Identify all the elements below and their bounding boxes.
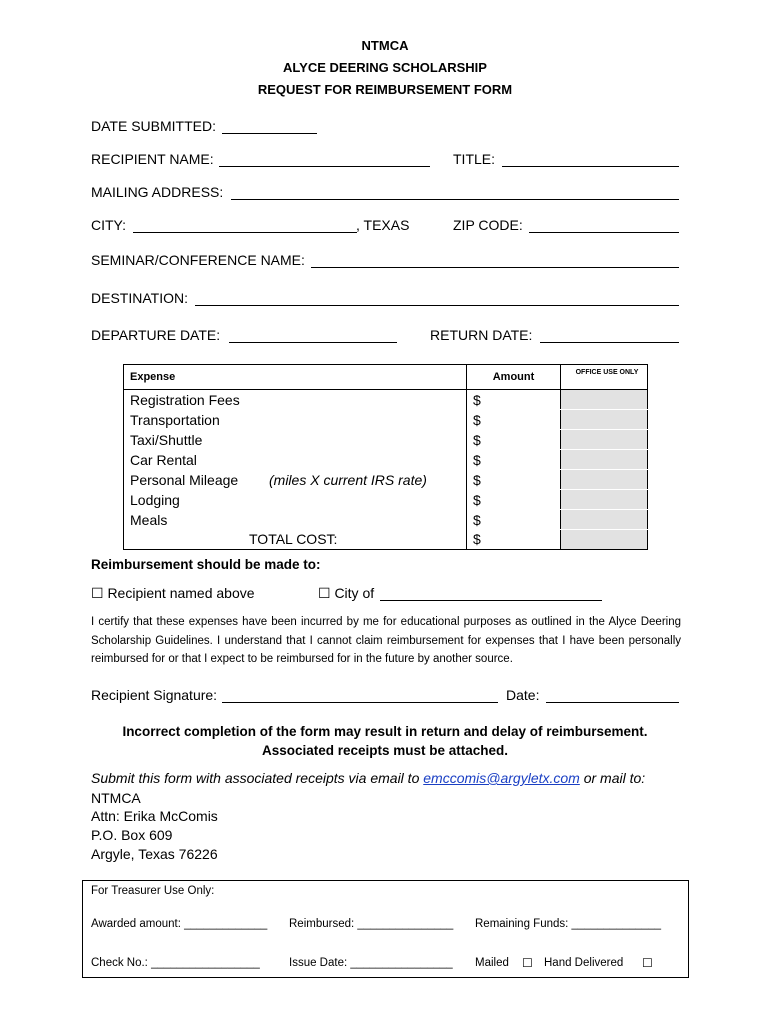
title-field[interactable] <box>502 166 679 167</box>
remaining-funds-field[interactable]: Remaining Funds: ______________ <box>475 918 662 930</box>
reimbursed-field[interactable]: Reimbursed: _______________ <box>289 918 454 930</box>
state-label: , TEXAS <box>356 217 410 233</box>
address-line: Attn: Erika McComis <box>91 808 218 824</box>
office-use-cell <box>561 510 648 530</box>
expense-amount-cell[interactable]: $ <box>467 470 561 490</box>
submit-text-before: Submit this form with associated receipts via email to <box>91 770 424 786</box>
address-line: Argyle, Texas 76226 <box>91 846 218 862</box>
seminar-label: SEMINAR/CONFERENCE NAME: <box>91 252 305 268</box>
expense-label-cell <box>124 470 467 490</box>
mailed-checkbox[interactable]: ☐ <box>522 956 533 970</box>
return-date-field[interactable] <box>540 342 679 343</box>
signature-date-field[interactable] <box>546 702 679 703</box>
departure-date-field[interactable] <box>229 342 397 343</box>
recipient-name-label: RECIPIENT NAME: <box>91 151 214 167</box>
return-date-label: RETURN DATE: <box>430 327 533 343</box>
expense-amount-cell[interactable]: $ <box>467 390 561 410</box>
check-no-field[interactable]: Check No.: _________________ <box>91 957 260 969</box>
certification-text: I certify that these expenses have been incurred by me for educational purposes as outlined in the Alyce Deering Scholarship Guidelines. I understand that I cannot claim reimbursement for expenses that I have been personally reimbursed for or that I expect to be reimbursed for in the future by another source. <box>91 616 681 665</box>
office-use-cell <box>561 390 648 410</box>
expense-label: Meals <box>124 510 467 530</box>
expense-label: Personal Mileage <box>130 471 239 488</box>
destination-field[interactable] <box>195 305 679 306</box>
zip-label: ZIP CODE: <box>453 217 523 233</box>
expense-table-header <box>124 365 648 390</box>
address-line: NTMCA <box>91 790 141 806</box>
form-title: REQUEST FOR REIMBURSEMENT FORM <box>257 82 513 97</box>
expense-row <box>124 450 648 470</box>
expense-label: Transportation <box>124 410 467 430</box>
office-use-cell <box>561 430 648 450</box>
office-use-column-header: OFFICE USE ONLY <box>561 365 648 390</box>
warning-line-2: Associated receipts must be attached. <box>261 743 509 758</box>
hand-delivered-label: Hand Delivered <box>544 957 624 969</box>
expense-row <box>124 470 648 490</box>
expense-label: Registration Fees <box>124 390 467 410</box>
recipient-checkbox-option[interactable]: ☐ Recipient named above <box>91 585 255 601</box>
issue-date-field[interactable]: Issue Date: ________________ <box>289 957 453 969</box>
expense-column-header: Expense <box>124 365 467 390</box>
zip-field[interactable] <box>529 232 679 233</box>
mileage-note: (miles X current IRS rate) <box>269 471 427 488</box>
seminar-field[interactable] <box>311 267 679 268</box>
destination-label: DESTINATION: <box>91 290 188 306</box>
reimbursement-heading: Reimbursement should be made to: <box>91 557 321 572</box>
city-field[interactable] <box>133 232 357 233</box>
date-submitted-label: DATE SUBMITTED: <box>91 118 216 134</box>
date-submitted-field[interactable] <box>222 133 317 134</box>
treasurer-heading: For Treasurer Use Only: <box>91 885 215 897</box>
org-heading: NTMCA <box>361 38 409 53</box>
expense-row <box>124 390 648 410</box>
total-row <box>124 530 648 550</box>
office-use-cell <box>561 490 648 510</box>
submit-instructions <box>91 770 645 786</box>
address-line: P.O. Box 609 <box>91 827 173 843</box>
departure-date-label: DEPARTURE DATE: <box>91 327 221 343</box>
expense-amount-cell[interactable]: $ <box>467 410 561 430</box>
mailed-label: Mailed <box>475 957 509 969</box>
expense-row <box>124 430 648 450</box>
expense-label: Lodging <box>124 490 467 510</box>
scholarship-heading: ALYCE DEERING SCHOLARSHIP <box>283 60 487 75</box>
signature-date-label: Date: <box>506 687 540 703</box>
signature-field[interactable] <box>222 702 498 703</box>
signature-label: Recipient Signature: <box>91 687 218 703</box>
email-link[interactable]: emccomis@argyletx.com <box>423 770 580 786</box>
recipient-name-field[interactable] <box>219 166 430 167</box>
city-of-field[interactable] <box>380 600 602 601</box>
city-label: CITY: <box>91 217 127 233</box>
warning-line-1: Incorrect completion of the form may result in return and delay of reimbursement. <box>122 724 648 739</box>
expense-row <box>124 410 648 430</box>
expense-row <box>124 510 648 530</box>
office-use-cell <box>561 450 648 470</box>
expense-table <box>123 364 648 550</box>
expense-amount-cell[interactable]: $ <box>467 430 561 450</box>
expense-row <box>124 490 648 510</box>
submit-text-after: or mail to: <box>579 770 646 786</box>
total-amount-cell[interactable]: $ <box>467 530 561 550</box>
total-label: TOTAL COST: <box>124 530 467 550</box>
amount-column-header: Amount <box>467 365 561 390</box>
office-use-cell <box>561 530 648 550</box>
office-use-cell <box>561 470 648 490</box>
awarded-amount-field[interactable]: Awarded amount: _____________ <box>91 918 268 930</box>
mailing-address-field[interactable] <box>231 199 679 200</box>
expense-amount-cell[interactable]: $ <box>467 450 561 470</box>
treasurer-box <box>82 880 689 978</box>
city-checkbox-option[interactable]: ☐ City of <box>318 585 375 601</box>
expense-amount-cell[interactable]: $ <box>467 510 561 530</box>
title-label: TITLE: <box>453 151 496 167</box>
office-use-cell <box>561 410 648 430</box>
expense-label: Car Rental <box>124 450 467 470</box>
expense-amount-cell[interactable]: $ <box>467 490 561 510</box>
hand-delivered-checkbox[interactable]: ☐ <box>642 956 653 970</box>
expense-label: Taxi/Shuttle <box>124 430 467 450</box>
mailing-address-label: MAILING ADDRESS: <box>91 184 224 200</box>
